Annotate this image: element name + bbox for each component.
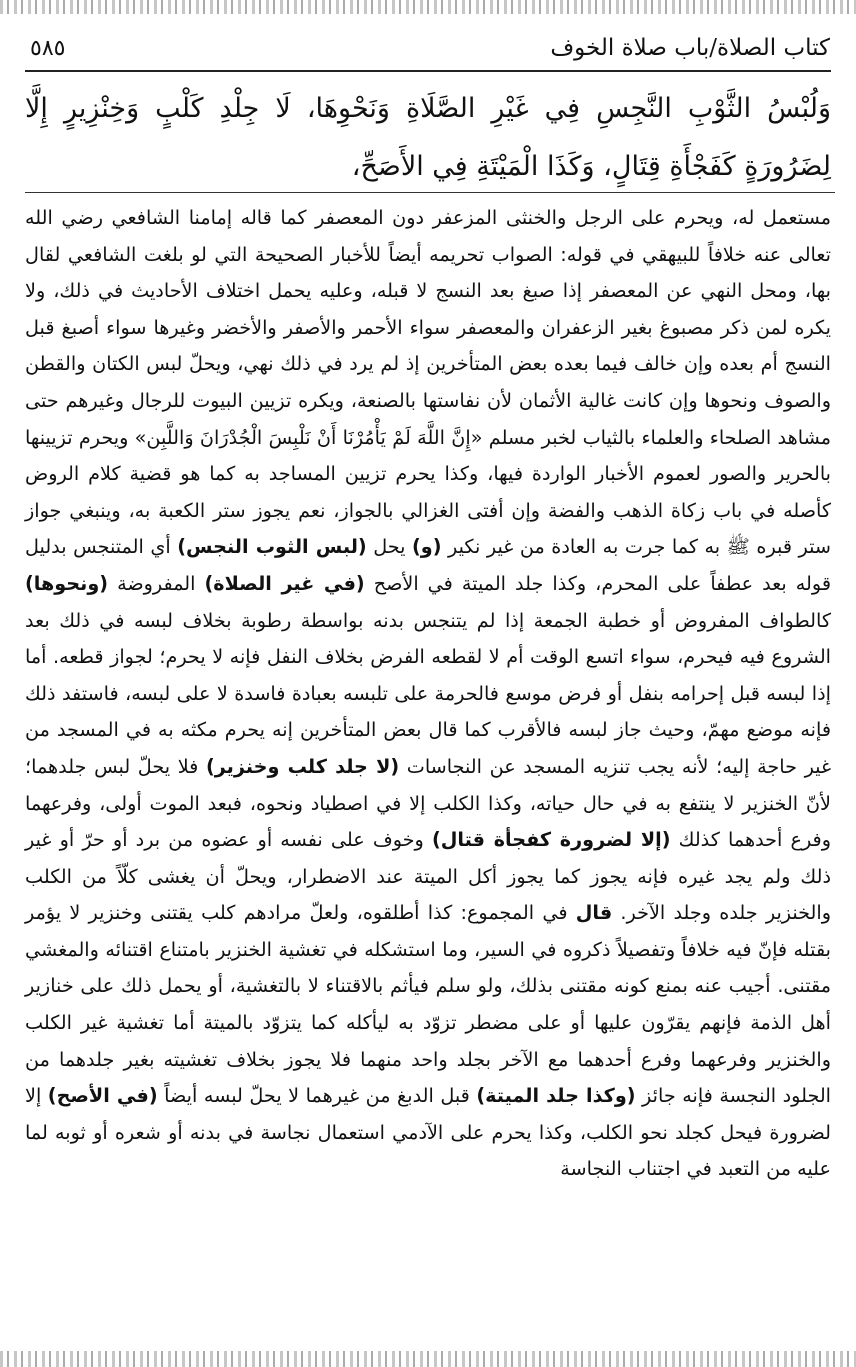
matn-quote: (إلا لضرورة كفجأة قتال) <box>431 828 671 852</box>
commentary-segment: كالطواف المفروض أو خطبة الجمعة إذا لم يتنجس بدنه بواسطة رطوبة بخلاف لبسه في ذلك بعد الشروع فيه فيحرم، سواء اتسع الوقت أم لا لقطعه الفرض بخلاف النفل فإنه لا يحرم؛ لجواز قطعه. أما إذا لبسه قبل إحرامه بنفل أو فرض موسع فالحرمة على تلبسه بعبادة فاسدة لا على لبسه، فاستفد ذلك فإنه موضع مهمّ، وحيث جاز لبسه فالأقرب كما قال بعض المتأخرين إنه يحرم مكثه به في المسجد من غير حاجة إليه؛ لأنه يجب تنزيه المسجد عن النجاسات <box>25 608 832 778</box>
running-title: كتاب الصلاة/باب صلاة الخوف <box>550 35 830 61</box>
commentary-segment: قبل الدبغ من غيرهما لا يحلّ لبسه أيضاً <box>157 1084 477 1108</box>
matn-quote: (و) <box>412 535 442 559</box>
commentary-segment: فلا يحلّ لبس جلدهما؛ لأنّ الخنزير لا ينتفع به في حال حياته، وكذا الكلب إلا في اصطياد ونحوه، فبعد الموت أولى، وفرعهما وفرع أحدهما كذلك <box>25 754 831 852</box>
matn-quote: (وكذا جلد الميتة) <box>476 1084 636 1108</box>
matn-quote: (ونحوها) <box>25 571 109 595</box>
commentary-segment: مستعمل له، ويحرم على الرجل والخنثى المزعفر دون المعصفر كما قاله إمامنا الشافعي رضي الله تعالى عنه خلافاً للبيهقي في قوله: الصواب تحريمه أيضاً للأخبار الصحيحة التي لو بلغت الشافعي لقال بها، ومحل النهي عن المعصفر إذا صبغ بعد النسج لا قبله، وعليه يحمل اختلاف الأحاديث في ذلك، ولا يكره لمن ذكر مصبوغ بغير الزعفران والمعصفر سواء الأحمر والأصفر والأخضر وغيرها سواء أصبغ قبل النسج أم بعده وإن خالف فيما بعده بعض المتأخرين إذ لم يرد في ذلك نهي، ويحلّ لبس الكتان والقطن والصوف ونحوها وإن كانت غالية الأثمان لأن نفاستها بالصنعة، ويكره تزيين البيوت للرجال وغيرهم حتى مشاهد الصلحاء والعلماء بالثياب لخبر مسلم «إِنَّ اللَّهَ لَمْ يَأْمُرْنَا أَنْ نَلْبِسَ الْجُدْرَانَ وَاللَّبِن» ويحرم تزيينها بالحرير والصور لعموم الأخبار الواردة فيها، وكذا يحرم تزيين المساجد به كما هو قضية كلام الروض كأصله في باب زكاة الذهب والفضة وإن أفتى الغزالي بالجواز، نعم يجوز ستر الكعبة به، وينبغي جواز ستر قبره ﷺ به كما جرت به العادة من غير نكير <box>25 206 831 559</box>
page-number: ٥٨٥ <box>30 35 66 61</box>
commentary-segment: يحل <box>366 535 413 559</box>
commentary-segment: أي المتنجس بدليل قوله بعد عطفاً على المحرم، وكذا جلد الميتة في الأصح <box>25 535 831 595</box>
matn-text: وَلُبْسُ الثَّوْبِ النَّجِسِ فِي غَيْرِ الصَّلَاةِ وَنَحْوِهَا، لَا جِلْدِ كَلْبٍ وَخِنْزِيرٍ إِلَّا لِضَرُورَةٍ كَفَجْأَةِ قِتَالٍ، وَكَذَا الْمَيْتَةِ فِي الأَصَحِّ، <box>25 93 831 182</box>
matn-quote: (لبس الثوب النجس) <box>177 535 367 559</box>
bottom-ornamental-border <box>0 1351 856 1367</box>
matn-quote: (في الأصح) <box>47 1084 158 1108</box>
header-rule <box>25 70 831 72</box>
commentary-segment: المفروضة <box>108 571 205 595</box>
commentary-segment: إلا لضرورة فيحل كجلد نحو الكلب، وكذا يحرم على الآدمي استعمال نجاسة في بدنه أو شعره أو ثوبه لما عليه من التعبد في اجتناب النجاسة <box>25 1084 831 1181</box>
top-ornamental-border <box>0 0 856 14</box>
matn-quote: (في غير الصلاة) <box>204 571 365 595</box>
commentary-segment: وخوف على نفسه أو عضوه من برد أو حرّ أو غير ذلك ولم يجد غيره فإنه يجوز كما يجوز أكل الميتة عند الاضطرار، ويحلّ أن يغشى كلّاً من الكلب والخنزير جلده وجلد الآخر. <box>25 828 831 925</box>
matn-quote: (لا جلد كلب وخنزير) <box>205 754 400 778</box>
commentary-text <box>25 200 831 1188</box>
matn-separator-rule <box>25 192 835 193</box>
commentary-segment: في المجموع: كذا أطلقوه، ولعلّ مرادهم كلب يقتنى وخنزير لا يؤمر بقتله فإنّ فيه خلافاً وتفصيلاً ذكروه في السير، وما استشكله في تغشية الخنزير بامتناع اقتنائه والمغشي مقتنى. أجيب عنه بمنع كونه مقتنى بذلك، ولو سلم فيأثم بالاقتناء لا بالتغشية، أو يحمل ذلك على خنازير أهل الذمة فإنهم يقرّون عليها أو على مضطر تزوّد به ليأكله كما يتزوّد بالميتة أما تغشية غير الكلب والخنزير وفرعهما وفرع أحدهما مع الآخر بجلد واحد منهما فلا يجوز بخلاف تغشيته بغير جلدهما من الجلود النجسة فإنه جائز <box>25 901 832 1108</box>
matn-quote: قال <box>575 901 613 925</box>
page-header <box>30 30 830 66</box>
